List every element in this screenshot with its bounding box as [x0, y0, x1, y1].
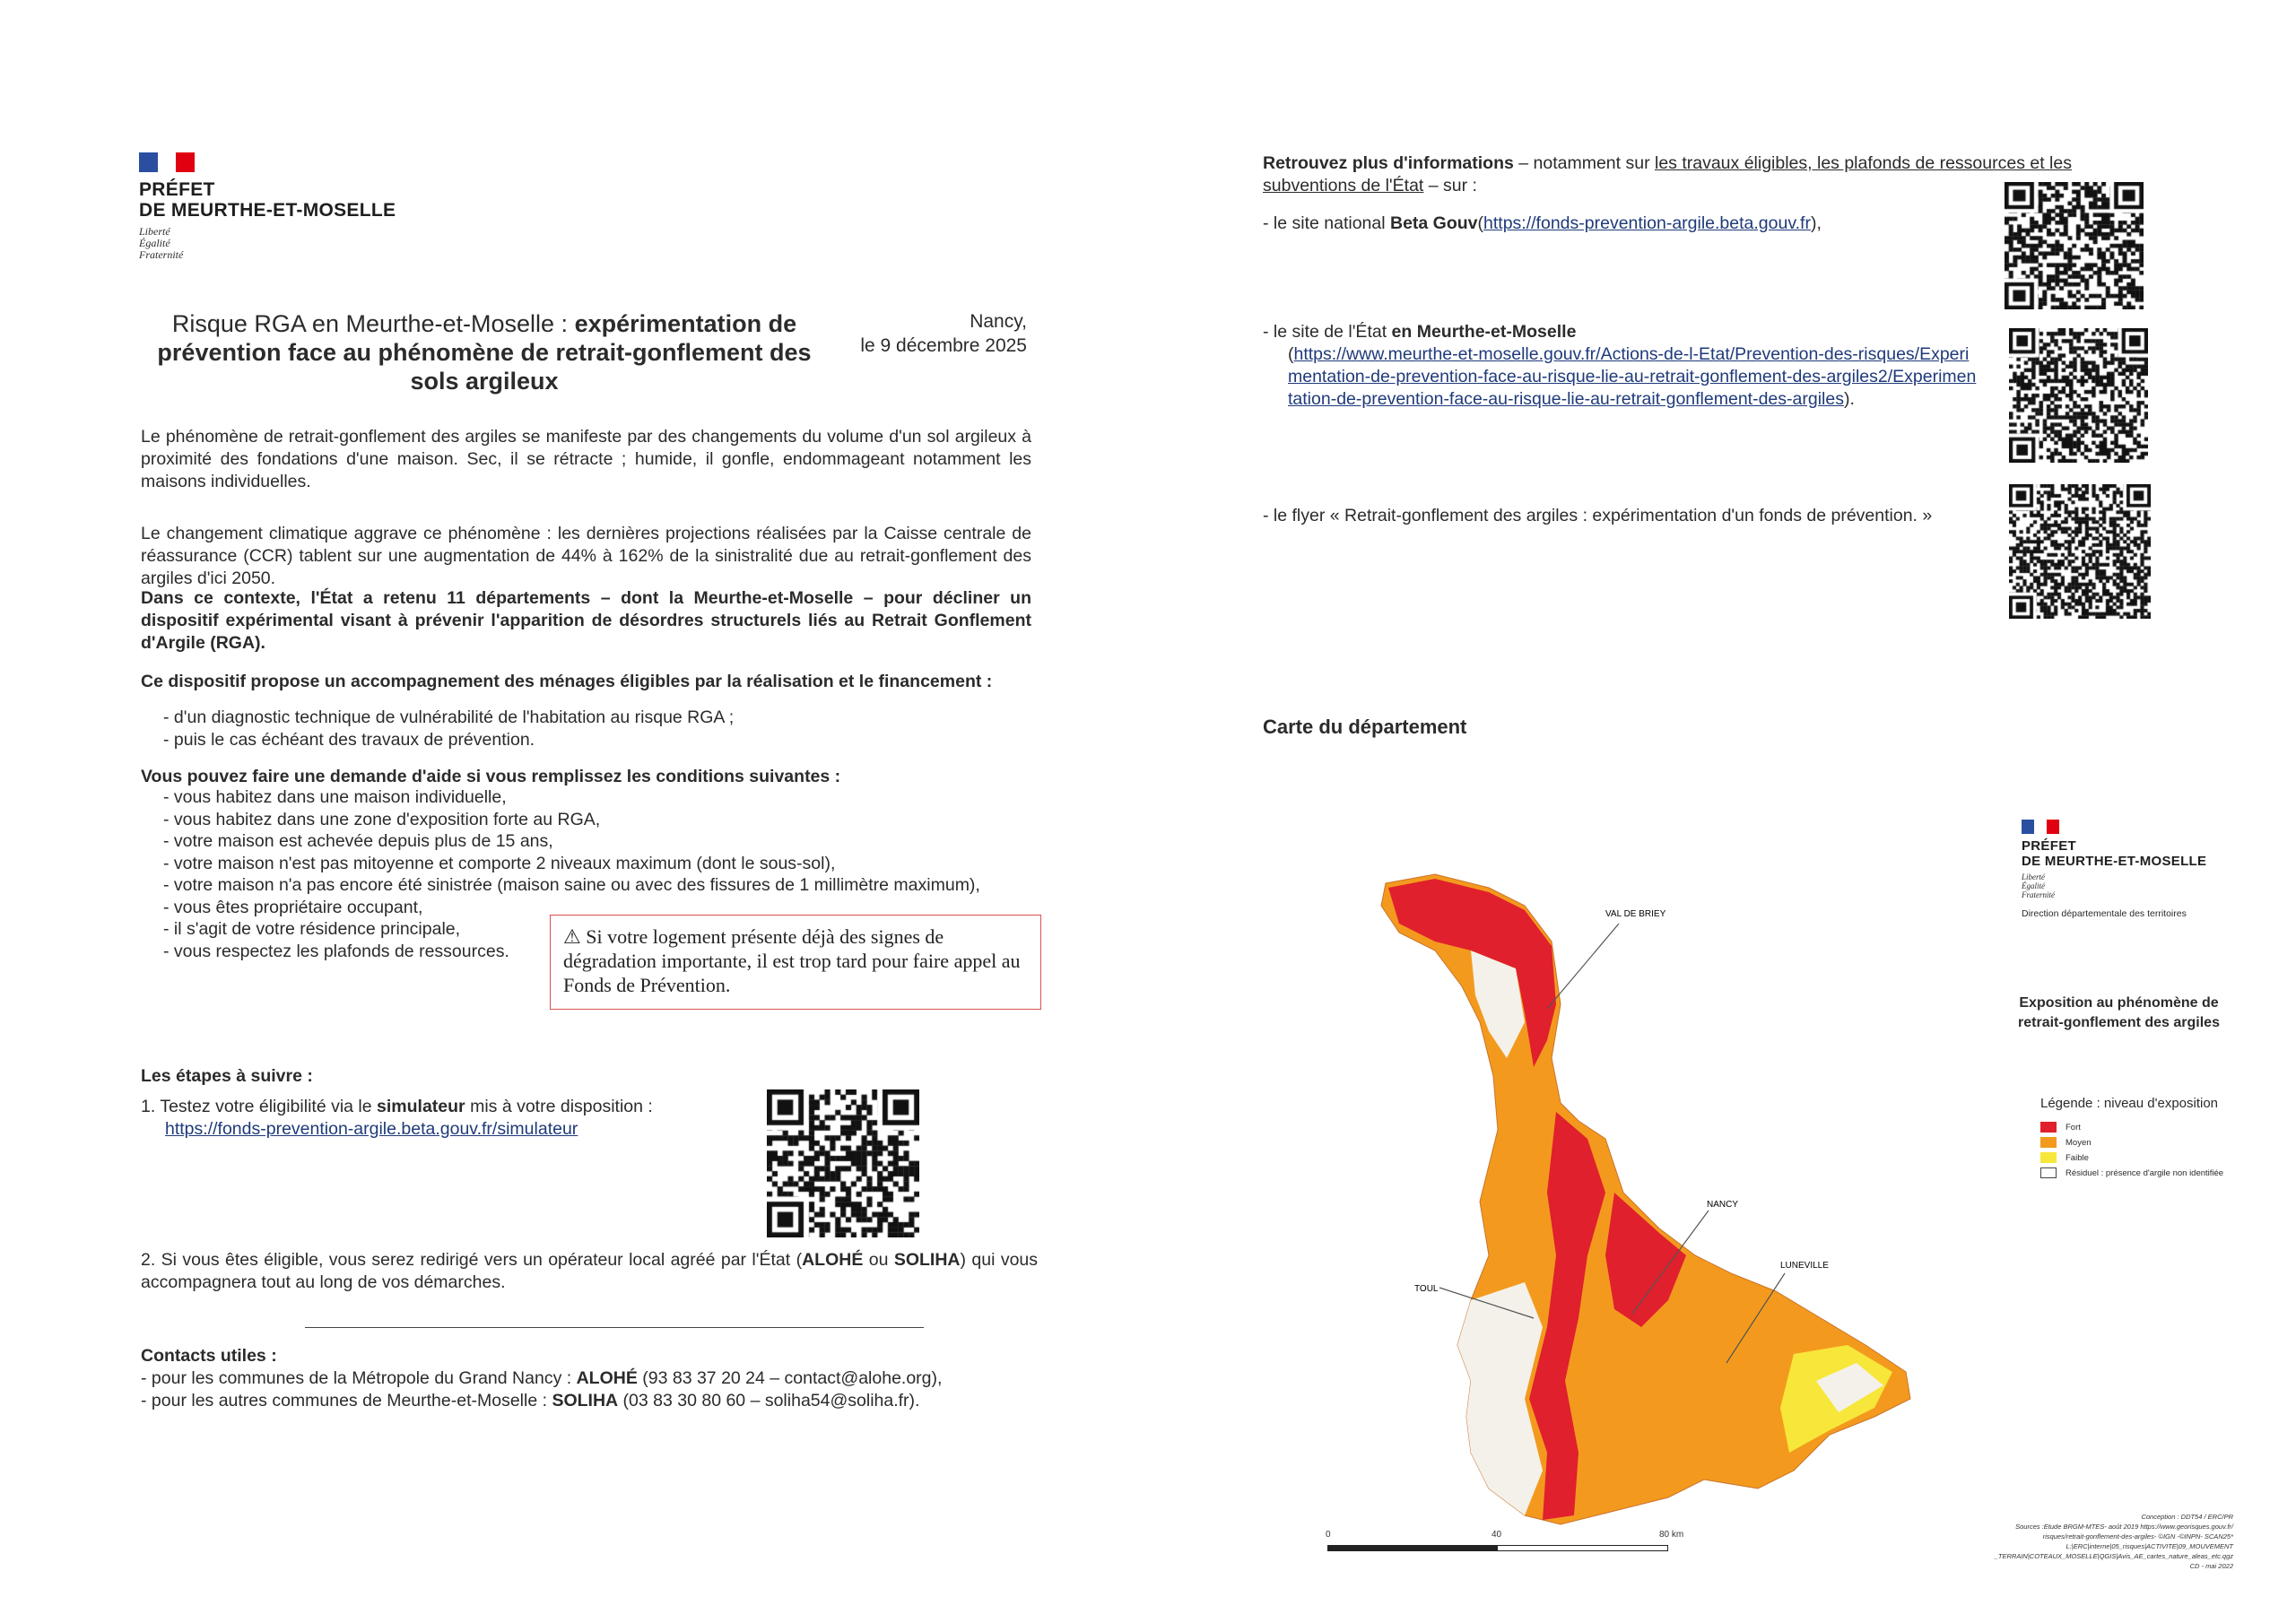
- legend-label: Fort: [2066, 1123, 2081, 1133]
- step-1: [141, 1096, 653, 1141]
- step-2: [141, 1249, 1038, 1294]
- step1-bold: simulateur: [377, 1097, 465, 1116]
- paragraph-intro: Le phénomène de retrait-gonflement des argiles se manifeste par des changements du volume d'un sol argileux à proximité des fondations d'une maison. Sec, il se rétracte ; humide, il gonfle, endommageant notamment les maisons individuelles.: [141, 427, 1031, 491]
- list-item: - puis le cas échéant des travaux de prévention.: [163, 730, 535, 750]
- motto-egalite: Égalité: [139, 237, 170, 249]
- info-underlined: les travaux éligibles, les plafonds de ressources et les subventions de l'État: [1263, 153, 2072, 195]
- paragraph-context: Dans ce contexte, l'État a retenu 11 départements – dont la Meurthe-et-Moselle – pour décliner un dispositif expérimental visant à prévenir l'apparition de désordres structurels liés au Retrait Gonflement d'Argile (RGA).: [141, 588, 1031, 653]
- logo-line2: DE MEURTHE-ET-MOSELLE: [139, 200, 396, 221]
- city-label-luneville: LUNEVILLE: [1780, 1261, 1829, 1271]
- scale-bar: [1326, 1530, 1720, 1558]
- legend-item: [2040, 1166, 2223, 1181]
- list-item: - votre maison n'est pas mitoyenne et comporte 2 niveaux maximum (dont le sous-sol),: [163, 853, 836, 873]
- warning-box: [550, 915, 1041, 1010]
- site-end: ),: [1810, 213, 1822, 233]
- list-item: - vous êtes propriétaire occupant,: [163, 897, 423, 917]
- credit-line: L:|ERC|interne|05_risques|ACTIVITE|09_MOUVEMENT: [2066, 1542, 2233, 1550]
- scale-label-0: 0: [1326, 1530, 1331, 1540]
- map-heading: Carte du département: [1263, 716, 1467, 738]
- motto-fraternite: Fraternité: [2022, 890, 2055, 899]
- legend-label: Résiduel : présence d'argile non identifiée: [2066, 1168, 2224, 1178]
- step2-suffix: ) qui vous accompagnera tout au long de vos démarches.: [141, 1250, 1039, 1292]
- legend-swatch: [2040, 1137, 2057, 1148]
- legend-item: [2040, 1150, 2223, 1166]
- warning-text: Si votre logement présente déjà des signes de dégradation importante, il est trop tard pour faire appel au Fonds de Prévention.: [563, 925, 1021, 996]
- info-site-beta: - le site national Beta Gouv(https://fonds-prevention-argile.beta.gouv.fr),: [1263, 213, 1822, 233]
- step1-text: 1. Testez votre éligibilité via le: [141, 1097, 378, 1116]
- list-item: - vous habitez dans une zone d'exposition forte au RGA,: [163, 809, 601, 829]
- map-title: Exposition au phénomène de retrait-gonflement des argiles: [2018, 995, 2220, 1030]
- step2-mid: ou: [863, 1250, 894, 1270]
- info-bold: Retrouvez plus d'informations: [1263, 153, 1514, 173]
- qr-code-simulator: [767, 1089, 919, 1237]
- motto-liberte: Liberté: [139, 225, 170, 238]
- map-logo: [2022, 820, 2206, 919]
- qr-code-beta-gouv: [2005, 182, 2144, 309]
- paragraph-climate: Le changement climatique aggrave ce phénomène : les dernières projections réalisées par la Caisse centrale de réassurance (CCR) tablent sur une augmentation de 44% à 162% de la sinistralité due au retrait-gonflement des argiles d'ici 2050.: [141, 524, 1031, 588]
- simulator-link[interactable]: https://fonds-prevention-argile.beta.gouv.fr/simulateur: [165, 1119, 578, 1139]
- step2-alohe: ALOHÉ: [802, 1250, 864, 1270]
- credit-line: Sources :Etude BRGM-MTES- août 2019 https://www.georisques.gouv.fr/: [2015, 1523, 2233, 1531]
- contact-name: ALOHÉ: [576, 1368, 638, 1388]
- legend-swatch: [2040, 1152, 2057, 1163]
- contact-details: (03 83 30 80 60 – soliha54@soliha.fr).: [618, 1391, 920, 1410]
- contact-details: (93 83 37 20 24 – contact@alohe.org),: [637, 1368, 943, 1388]
- department-map: [1345, 861, 1937, 1529]
- list-item: - d'un diagnostic technique de vulnérabilité de l'habitation au risque RGA ;: [163, 707, 735, 727]
- list-item: - vous habitez dans une maison individuelle,: [163, 787, 507, 807]
- legend-item: [2040, 1120, 2223, 1135]
- contacts: [141, 1345, 1038, 1412]
- contact-text: - pour les autres communes de Meurthe-et-Moselle :: [141, 1391, 552, 1410]
- credit-line: risques/retrait-gonflement-des-argiles- ©IGN -©INPN- SCAN25*: [2042, 1532, 2233, 1541]
- warning-icon: ⚠: [563, 925, 581, 948]
- info-end: – sur :: [1423, 176, 1477, 195]
- site-bold: en Meurthe-et-Moselle: [1391, 322, 1577, 342]
- city-label-val-de-briey: VAL DE BRIEY: [1605, 909, 1666, 919]
- dispositif-list: [163, 707, 734, 751]
- info-mid: – notamment sur: [1513, 153, 1655, 173]
- site-bold: Beta Gouv: [1390, 213, 1478, 233]
- paragraph-dispositif: Ce dispositif propose un accompagnement des ménages éligibles par la réalisation et le financement :: [141, 672, 993, 691]
- legend-title: Légende : niveau d'exposition: [2040, 1096, 2219, 1111]
- site-text: - le site national: [1263, 213, 1390, 233]
- logo-line1: PRÉFET: [2022, 838, 2076, 854]
- site-end: ).: [1843, 389, 1855, 409]
- conditions-heading: Vous pouvez faire une demande d'aide si vous remplissez les conditions suivantes :: [141, 767, 841, 786]
- credit-line: _TERRAIN|COTEAUX_MOSELLE|QGIS|Avis_AE_cartes_nature_aleas_etc.qgz: [1994, 1552, 2233, 1560]
- legend-item: [2040, 1135, 2223, 1150]
- logo-line2: DE MEURTHE-ET-MOSELLE: [2022, 854, 2207, 869]
- city-label-nancy: NANCY: [1707, 1200, 1739, 1210]
- beta-gouv-link[interactable]: https://fonds-prevention-argile.beta.gouv.fr: [1483, 213, 1811, 233]
- prefecture-logo: [139, 152, 396, 261]
- french-flag-icon: [2022, 820, 2059, 834]
- contact-soliha: [141, 1390, 1038, 1412]
- step2-soliha: SOLIHA: [893, 1250, 961, 1270]
- info-flyer: - le flyer « Retrait-gonflement des argiles : expérimentation d'un fonds de prévention. »: [1263, 506, 1933, 525]
- list-item: - votre maison est achevée depuis plus de 15 ans,: [163, 831, 553, 851]
- date-value: le 9 décembre 2025: [860, 335, 1027, 356]
- steps-heading: Les étapes à suivre :: [141, 1066, 313, 1086]
- map-credits: [1982, 1512, 2233, 1571]
- contact-alohe: [141, 1367, 1038, 1390]
- site-text: - le site de l'État: [1263, 322, 1392, 342]
- city-label-toul: TOUL: [1414, 1284, 1439, 1294]
- qr-code-etat: [2009, 328, 2148, 463]
- legend-swatch: [2040, 1167, 2057, 1178]
- motto-egalite: Égalité: [2022, 881, 2045, 890]
- contact-text: - pour les communes de la Métropole du Grand Nancy :: [141, 1368, 577, 1388]
- motto-liberte: Liberté: [2022, 872, 2045, 881]
- motto-fraternite: Fraternité: [139, 248, 184, 261]
- french-flag-icon: [139, 152, 195, 172]
- step2-text: 2. Si vous êtes éligible, vous serez redirigé vers un opérateur local agréé par l'État (: [141, 1250, 803, 1270]
- scale-label-80: 80 km: [1659, 1530, 1684, 1540]
- map-service: Direction départementale des territoires: [2022, 908, 2187, 919]
- contacts-heading: Contacts utiles :: [141, 1346, 277, 1366]
- logo-line1: PRÉFET: [139, 179, 215, 200]
- list-item: - vous respectez les plafonds de ressources.: [163, 941, 509, 961]
- date-place: Nancy,: [970, 311, 1027, 332]
- title-bold: expérimentation de prévention face au phénomène de retrait-gonflement des sols argileux: [157, 310, 812, 395]
- step1-suffix: mis à votre disposition :: [465, 1097, 653, 1116]
- list-item: - il s'agit de votre résidence principale,: [163, 919, 461, 939]
- legend-swatch: [2040, 1122, 2057, 1133]
- info-site-etat: - le site de l'État en Meurthe-et-Moselle (https://www.meurthe-et-moselle.gouv.fr/Actions-de-l-Etat/Prevention-des-risques/Experimentation-de-prevention-face-au-risque-lie-au-retrait-gonflement-des-argiles2/Experimentation-de-prevention-face-au-risque-lie-au-retrait-gonflement-des-argiles).: [1263, 322, 1977, 409]
- legend-label: Moyen: [2066, 1138, 2092, 1148]
- legend-label: Faible: [2066, 1153, 2089, 1163]
- divider: [305, 1327, 924, 1328]
- qr-code-flyer: [2009, 484, 2151, 619]
- map-legend: [2040, 1096, 2223, 1181]
- date-block: [807, 309, 1027, 358]
- scale-bar-graphic: [1327, 1545, 1668, 1551]
- scale-label-40: 40: [1492, 1530, 1502, 1540]
- page-title: [152, 309, 816, 395]
- title-normal: Risque RGA en Meurthe-et-Moselle :: [171, 310, 575, 337]
- etat-site-link[interactable]: https://www.meurthe-et-moselle.gouv.fr/Actions-de-l-Etat/Prevention-des-risques/Experimentation-de-prevention-face-au-risque-lie-au-retrait-gonflement-des-argiles2/Experimentation-de-prevention-face-au-risque-lie-au-retrait-gonflement-des-argiles: [1288, 344, 1977, 409]
- credit-line: Conception : DDT54 / ERC/PR: [2141, 1513, 2233, 1521]
- list-item: - votre maison n'a pas encore été sinistrée (maison saine ou avec des fissures de 1 millimètre maximum),: [163, 875, 980, 895]
- credit-line: CD - mai 2022: [2189, 1562, 2233, 1570]
- contact-name: SOLIHA: [552, 1391, 619, 1410]
